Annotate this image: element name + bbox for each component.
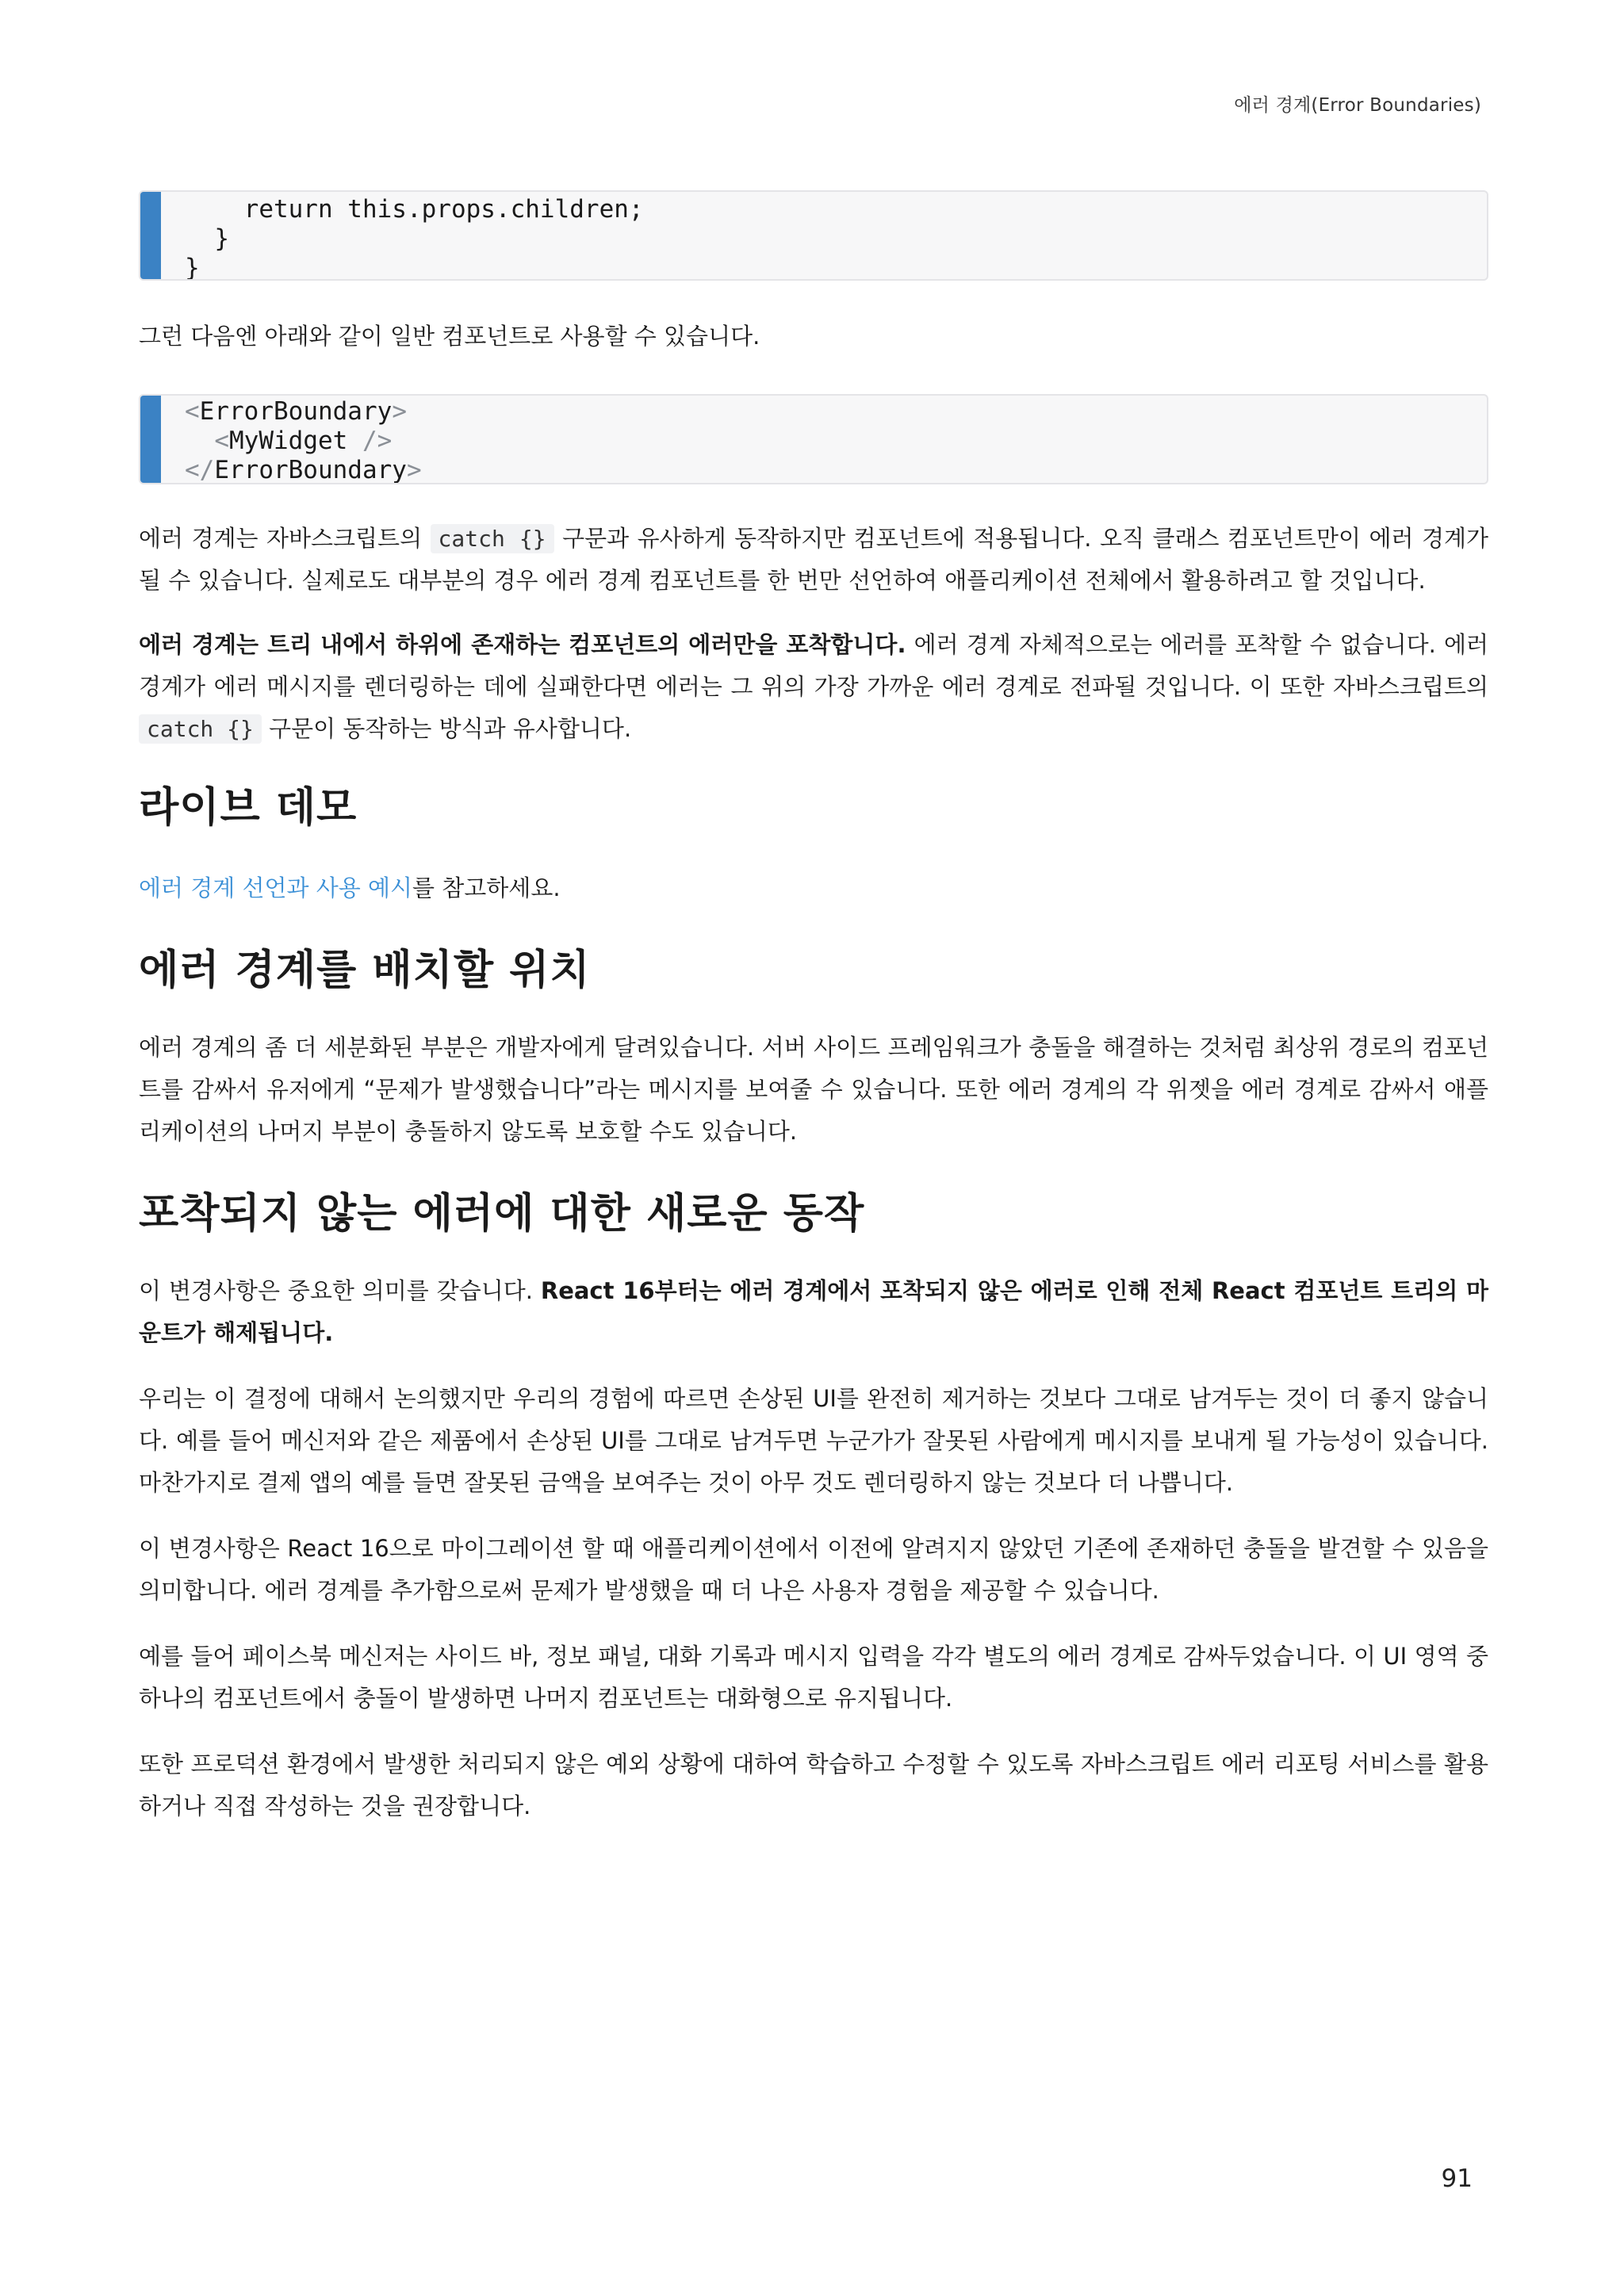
code-line <box>185 397 1487 427</box>
paragraph-usage-intro: 그런 다음엔 아래와 같이 일반 컴포넌트로 사용할 수 있습니다. <box>139 323 760 350</box>
demo-link[interactable]: 에러 경계 선언과 사용 예시 <box>139 874 413 901</box>
paragraph-uncaught-5: 또한 프로덕션 환경에서 발생한 처리되지 않은 예외 상황에 대하여 학습하고 수정할 수 있도록 자바스크립트 에러 리포팅 서비스를 활용하거나 직접 작성하는 것을 권장합니다. <box>139 1751 1488 1820</box>
code-line <box>185 456 1487 484</box>
tag-bracket: > <box>392 397 407 426</box>
tag-bracket: < <box>214 427 229 455</box>
running-header: 에러 경계(Error Boundaries) <box>1234 95 1481 116</box>
code-line: return this.props.children; <box>185 195 644 224</box>
paragraph-uncaught-2: 우리는 이 결정에 대해서 논의했지만 우리의 경험에 따르면 손상된 UI를 완전히 제거하는 것보다 그대로 남겨두는 것이 더 좋지 않습니다. 예를 들어 메신저와 같은 제품에서 손상된 UI를 그대로 남겨두면 누군가가 잘못된 사람에게 메시지를 보내게 될 가능성이 있습니다. 마찬가지로 결제 앱의 예를 들면 잘못된 금액을 보여주는 것이 아무 것도 렌더링하지 않는 것보다 더 나쁩니다. <box>139 1385 1488 1496</box>
code-block-error-boundary-usage <box>139 394 1488 484</box>
page-content <box>139 187 1488 1827</box>
text-run: 를 참고하세요. <box>412 874 561 901</box>
paragraph-uncaught-3: 이 변경사항은 React 16으로 마이그레이션 할 때 애플리케이션에서 이전에 알려지지 않았던 기존에 존재하던 충돌을 발견할 수 있음을 의미합니다. 에러 경계를 추가함으로써 문제가 발생했을 때 더 나은 사용자 경험을 제공할 수 있습니다. <box>139 1535 1488 1604</box>
page-number: 91 <box>1441 2164 1473 2193</box>
paragraph-uncaught-1 <box>139 1270 1488 1354</box>
text-run: 구문과 유사하게 동작하지만 컴포넌트에 적용됩니다. 오직 클래스 컴포넌트만이 에러 경계가 될 수 있습니다. 실제로도 대부분의 경우 에러 경계 컴포넌트를 한 번만 선언하여 애플리케이션 전체에서 활용하려고 할 것입니다. <box>139 525 1489 594</box>
bold-text: React 16부터는 에러 경계에서 포착되지 않은 에러로 인해 전체 React 컴포넌트 트리의 마운트가 해제됩니다. <box>139 1277 1488 1346</box>
code-line: } <box>185 254 200 281</box>
code-line: } <box>185 224 229 253</box>
text-run: 에러 경계 자체적으로는 에러를 포착할 수 없습니다. 에러 경계가 에러 메시지를 렌더링하는 데에 실패한다면 에러는 그 위의 가장 가까운 에러 경계로 전파될 것입니다. 이 또한 자바스크립트의 <box>139 631 1488 700</box>
code-line <box>185 427 1487 456</box>
code-indent <box>185 427 214 455</box>
bold-text: 에러 경계는 트리 내에서 하위에 존재하는 컴포넌트의 에러만을 포착합니다. <box>139 631 906 658</box>
text-run: 이 변경사항은 중요한 의미를 갖습니다. <box>139 1277 541 1304</box>
tag-name: ErrorBoundary <box>199 397 393 426</box>
paragraph-subtree-errors <box>139 624 1488 750</box>
paragraph-catch-comparison <box>139 518 1488 602</box>
tag-bracket: /> <box>347 427 393 455</box>
tag-name: ErrorBoundary <box>214 456 407 484</box>
section-heading-live-demo: 라이브 데모 <box>139 784 358 832</box>
tag-name: MyWidget <box>229 427 348 455</box>
tag-bracket: > <box>406 456 422 484</box>
inline-code: catch {} <box>431 524 554 553</box>
text-run: 에러 경계는 자바스크립트의 <box>139 525 431 552</box>
tag-bracket: </ <box>185 456 215 484</box>
section-heading-placement: 에러 경계를 배치할 위치 <box>139 947 591 994</box>
paragraph-live-demo <box>139 867 1488 909</box>
section-heading-uncaught-errors: 포착되지 않는 에러에 대한 새로운 동작 <box>139 1190 865 1238</box>
code-block-render-return <box>139 190 1488 281</box>
paragraph-uncaught-4: 예를 들어 페이스북 메신저는 사이드 바, 정보 패널, 대화 기록과 메시지 입력을 각각 별도의 에러 경계로 감싸두었습니다. 이 UI 영역 중 하나의 컴포넌트에서 충돌이 발생하면 나머지 컴포넌트는 대화형으로 유지됩니다. <box>139 1643 1488 1712</box>
inline-code: catch {} <box>139 714 262 744</box>
paragraph-placement: 에러 경계의 좀 더 세분화된 부분은 개발자에게 달려있습니다. 서버 사이드 프레임워크가 충돌을 해결하는 것처럼 최상위 경로의 컴포넌트를 감싸서 유저에게 “문제가 발생했습니다”라는 메시지를 보여줄 수 있습니다. 또한 에러 경계의 각 위젯을 에러 경계로 감싸서 애플리케이션의 나머지 부분이 충돌하지 않도록 보호할 수도 있습니다. <box>139 1034 1488 1145</box>
text-run: 구문이 동작하는 방식과 유사합니다. <box>261 715 632 742</box>
tag-bracket: < <box>185 397 200 426</box>
